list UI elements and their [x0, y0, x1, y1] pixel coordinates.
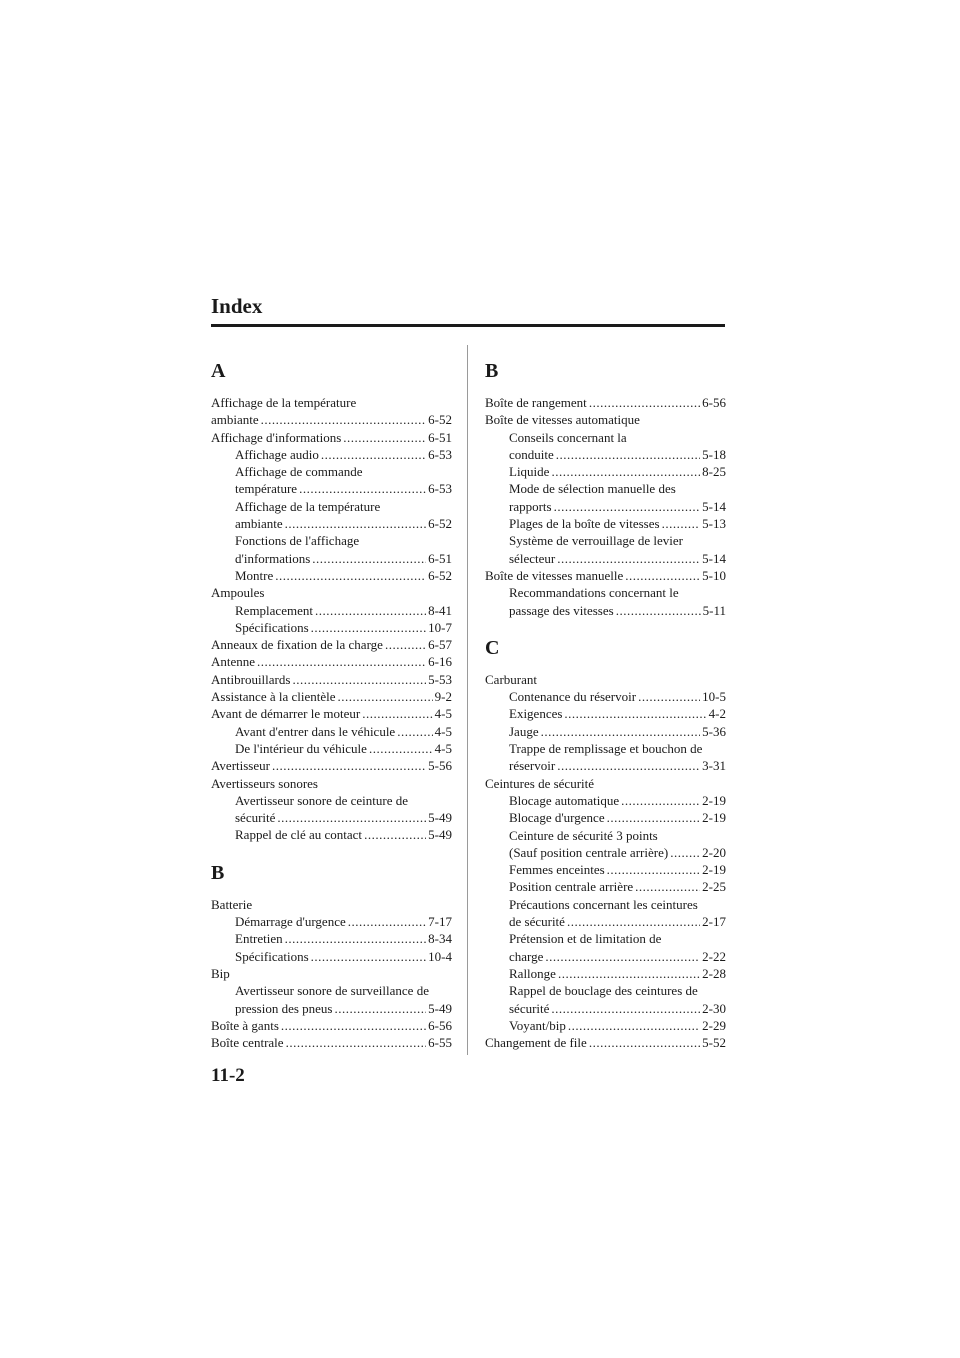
index-heading [211, 792, 452, 809]
entry-text: Boîte de vitesses automatique [485, 412, 640, 428]
index-heading [485, 775, 726, 792]
dot-leader [562, 705, 706, 722]
index-entry [485, 498, 726, 515]
index-entry [211, 1034, 452, 1051]
entry-page: 2-19 [702, 862, 726, 878]
entry-text: conduite [509, 446, 554, 462]
entry-text: Changement de file [485, 1035, 587, 1051]
entry-text: ambiante [235, 516, 283, 532]
entry-text: sécurité [509, 1000, 550, 1016]
entry-text: Plages de la boîte de vitesses [509, 516, 660, 532]
entry-text: Précautions concernant les ceintures [509, 896, 698, 912]
dot-leader [605, 861, 700, 878]
index-entry [211, 480, 452, 497]
entry-page: 2-20 [702, 844, 726, 860]
index-entry [211, 740, 452, 757]
entry-text: Démarrage d'urgence [235, 914, 346, 930]
dot-leader [367, 740, 433, 757]
dot-leader [290, 671, 426, 688]
header-rule [211, 324, 725, 327]
dot-leader [556, 965, 700, 982]
entry-text: Bip [211, 965, 230, 981]
entry-page: 2-30 [702, 1000, 726, 1016]
dot-leader [623, 567, 700, 584]
entry-page: 2-25 [702, 879, 726, 895]
index-heading [211, 775, 452, 792]
dot-leader [259, 411, 427, 428]
dot-leader [395, 723, 432, 740]
dot-leader [283, 930, 427, 947]
index-entry [485, 792, 726, 809]
entry-text: Ampoules [211, 585, 265, 601]
entry-page: 5-18 [702, 446, 726, 462]
entry-text: Antibrouillards [211, 671, 291, 687]
entry-page: 9-2 [434, 689, 452, 705]
index-heading [211, 584, 452, 601]
entry-page: 5-53 [428, 671, 452, 687]
entry-text: Boîte centrale [211, 1035, 284, 1051]
index-entry [211, 1017, 452, 1034]
entry-page: 6-16 [428, 654, 452, 670]
entry-text: de sécurité [509, 914, 565, 930]
entry-page: 4-5 [434, 740, 452, 756]
entry-page: 5-49 [428, 827, 452, 843]
dot-leader [273, 567, 426, 584]
index-entry [211, 671, 452, 688]
index-heading [211, 896, 452, 913]
dot-leader [566, 1017, 700, 1034]
dot-leader [555, 757, 700, 774]
entry-text: Avertisseur sonore de ceinture de [235, 792, 409, 808]
entry-text: d'informations [235, 550, 311, 566]
index-heading [485, 532, 726, 549]
entry-page: 4-5 [434, 706, 452, 722]
index-entry [485, 878, 726, 895]
index-heading [211, 532, 452, 549]
section-letter: A [211, 360, 226, 382]
index-entry [485, 965, 726, 982]
index-column-left [211, 352, 452, 1051]
index-entry [211, 411, 452, 428]
index-entry [211, 913, 452, 930]
entry-text: Boîte de vitesses manuelle [485, 567, 624, 583]
dot-leader [636, 688, 700, 705]
index-heading [485, 827, 726, 844]
entry-text: passage des vitesses [509, 602, 614, 618]
index-heading [211, 394, 452, 411]
entry-text: (Sauf position centrale arrière) [509, 844, 669, 860]
entry-text: Montre [235, 567, 274, 583]
index-entry [485, 567, 726, 584]
section-letter: C [485, 636, 500, 659]
dot-leader [539, 723, 701, 740]
index-heading [485, 480, 726, 497]
column-divider [467, 345, 468, 1055]
dot-leader [552, 498, 701, 515]
dot-leader [319, 446, 426, 463]
entry-text: Affichage de la température [235, 498, 381, 514]
index-heading [211, 463, 452, 480]
dot-leader [668, 844, 700, 861]
index-heading [485, 584, 726, 601]
dot-leader [633, 878, 700, 895]
entry-text: Rallonge [509, 965, 556, 981]
entry-text: Boîte à gants [211, 1017, 279, 1033]
entry-page: 2-17 [702, 914, 726, 930]
entry-page: 2-19 [702, 810, 726, 826]
dot-leader [554, 446, 700, 463]
entry-text: Spécifications [235, 948, 309, 964]
index-heading [485, 740, 726, 757]
dot-leader [336, 688, 433, 705]
entry-page: 5-49 [428, 1000, 452, 1016]
entry-text: Avertisseur sonore de surveillance de [235, 983, 429, 999]
index-entry [211, 515, 452, 532]
dot-leader [614, 602, 701, 619]
entry-text: Boîte de rangement [485, 395, 587, 410]
entry-page: 5-14 [702, 498, 726, 514]
index-entry [211, 826, 452, 843]
index-entry [211, 930, 452, 947]
entry-text: Avant d'entrer dans le véhicule [235, 723, 396, 739]
entry-text: réservoir [509, 758, 556, 774]
entry-text: sécurité [235, 810, 276, 826]
entry-page: 4-2 [708, 706, 726, 722]
entry-page: 2-29 [702, 1017, 726, 1033]
entry-text: Fonctions de l'affichage [235, 533, 360, 549]
entry-text: Voyant/bip [509, 1017, 566, 1033]
entry-page: 6-53 [428, 481, 452, 497]
index-heading [485, 671, 726, 688]
entry-text: Blocage d'urgence [509, 810, 605, 826]
index-entry [485, 723, 726, 740]
index-entry [485, 948, 726, 965]
entry-text: Position centrale arrière [509, 879, 634, 895]
entry-page: 6-52 [428, 412, 452, 428]
entry-page: 8-41 [428, 602, 452, 618]
entry-page: 5-49 [428, 810, 452, 826]
dot-leader [605, 809, 701, 826]
dot-leader [565, 913, 700, 930]
entry-page: 3-31 [702, 758, 726, 774]
entry-page: 5-56 [428, 758, 452, 774]
entry-text: Ceintures de sécurité [485, 775, 595, 791]
entry-text: Batterie [211, 896, 253, 912]
entry-page: 4-5 [434, 723, 452, 739]
index-entry [211, 688, 452, 705]
entry-text: Exigences [509, 706, 563, 722]
dot-leader [360, 705, 432, 722]
entry-page: 5-52 [702, 1035, 726, 1051]
index-entry [211, 757, 452, 774]
entry-text: Avertisseurs sonores [211, 775, 318, 791]
entry-text: Ceinture de sécurité 3 points [509, 827, 658, 843]
index-heading [485, 930, 726, 947]
entry-text: Assistance à la clientèle [211, 689, 336, 705]
index-entry [485, 1017, 726, 1034]
dot-leader [341, 429, 426, 446]
index-entry [211, 705, 452, 722]
dot-leader [270, 757, 426, 774]
dot-leader [313, 602, 426, 619]
entry-page: 2-28 [702, 965, 726, 981]
entry-text: Blocage automatique [509, 792, 620, 808]
index-entry [211, 619, 452, 636]
entry-text: Affichage audio [235, 446, 319, 462]
index-heading [485, 411, 726, 428]
index-entry [211, 550, 452, 567]
dot-leader [310, 550, 426, 567]
index-entry [211, 429, 452, 446]
entry-page: 6-52 [428, 567, 452, 583]
dot-leader [549, 463, 700, 480]
dot-leader [275, 809, 426, 826]
entry-text: Recommandations concernant le [509, 585, 679, 601]
entry-page: 6-52 [428, 516, 452, 532]
entry-page: 5-13 [702, 516, 726, 532]
entry-text: Avant de démarrer le moteur [211, 706, 361, 722]
index-entry [485, 1034, 726, 1051]
index-entry [211, 446, 452, 463]
entry-text: Entretien [235, 931, 283, 947]
entry-text: Système de verrouillage de levier [509, 533, 683, 549]
index-entry [485, 394, 726, 411]
dot-leader [346, 913, 426, 930]
entry-page: 6-57 [428, 637, 452, 653]
index-heading [211, 965, 452, 982]
dot-leader [555, 550, 700, 567]
index-entry [211, 809, 452, 826]
entry-text: Affichage de la température [211, 395, 357, 410]
index-entry [485, 705, 726, 722]
entry-text: charge [509, 948, 544, 964]
index-entry [485, 446, 726, 463]
dot-leader [549, 1000, 700, 1017]
entry-text: Anneaux de fixation de la charge [211, 637, 383, 653]
index-entry [211, 948, 452, 965]
entry-page: 6-53 [428, 446, 452, 462]
entry-page: 2-19 [702, 792, 726, 808]
entry-text: rapports [509, 498, 552, 514]
index-entry [211, 653, 452, 670]
page-title: Index [211, 294, 263, 318]
index-entry [485, 809, 726, 826]
dot-leader [619, 792, 700, 809]
dot-leader [255, 653, 426, 670]
entry-text: sélecteur [509, 550, 556, 566]
entry-text: Jauge [509, 723, 539, 739]
entry-page: 2-22 [702, 948, 726, 964]
dot-leader [362, 826, 426, 843]
dot-leader [309, 619, 427, 636]
entry-text: Avertisseur [211, 758, 270, 774]
dot-leader [543, 948, 700, 965]
dot-leader [660, 515, 701, 532]
index-heading [485, 429, 726, 446]
entry-text: Remplacement [235, 602, 313, 618]
page-number: 11-2 [211, 1065, 245, 1086]
entry-page: 6-56 [428, 1017, 452, 1033]
entry-page: 6-51 [428, 550, 452, 566]
entry-page: 5-14 [702, 550, 726, 566]
entry-text: Carburant [485, 671, 537, 687]
entry-text: Prétension et de limitation de [509, 931, 662, 947]
entry-text: Rappel de bouclage des ceintures de [509, 983, 698, 999]
index-entry [211, 567, 452, 584]
entry-text: Affichage d'informations [211, 429, 342, 445]
index-entry [485, 757, 726, 774]
entry-text: De l'intérieur du véhicule [235, 740, 367, 756]
index-column-right [485, 352, 726, 1051]
entry-text: Femmes enceintes [509, 862, 605, 878]
entry-page: 5-36 [702, 723, 726, 739]
dot-leader [309, 948, 427, 965]
index-entry [485, 550, 726, 567]
entry-page: 6-51 [428, 429, 452, 445]
index-entry [211, 1000, 452, 1017]
dot-leader [383, 636, 426, 653]
index-entry [485, 844, 726, 861]
dot-leader [587, 394, 700, 411]
section-letter: B [485, 360, 499, 382]
section-letter: B [211, 861, 225, 884]
index-entry [485, 913, 726, 930]
entry-text: température [235, 481, 298, 497]
entry-text: pression des pneus [235, 1000, 333, 1016]
index-entry [485, 463, 726, 480]
entry-text: Rappel de clé au contact [235, 827, 363, 843]
dot-leader [283, 515, 427, 532]
index-entry [485, 602, 726, 619]
entry-page: 6-55 [428, 1035, 452, 1051]
dot-leader [297, 480, 426, 497]
dot-leader [587, 1034, 700, 1051]
index-entry [211, 723, 452, 740]
entry-page: 10-7 [428, 619, 452, 635]
entry-text: ambiante [211, 412, 259, 428]
entry-text: Affichage de commande [235, 464, 363, 480]
entry-page: 10-5 [702, 689, 726, 705]
entry-page: 10-4 [428, 948, 452, 964]
entry-text: Liquide [509, 464, 550, 480]
entry-page: 8-34 [428, 931, 452, 947]
entry-text: Antenne [211, 654, 256, 670]
dot-leader [284, 1034, 427, 1051]
index-entry [485, 1000, 726, 1017]
index-entry [485, 688, 726, 705]
entry-text: Spécifications [235, 619, 309, 635]
dot-leader [279, 1017, 426, 1034]
index-heading [485, 896, 726, 913]
entry-page: 6-56 [702, 395, 726, 410]
entry-page: 5-11 [702, 602, 726, 618]
index-entry [485, 515, 726, 532]
index-heading [211, 498, 452, 515]
entry-page: 7-17 [428, 914, 452, 930]
dot-leader [333, 1000, 427, 1017]
entry-text: Conseils concernant la [509, 429, 627, 445]
index-entry [211, 602, 452, 619]
index-heading [485, 982, 726, 999]
entry-page: 8-25 [702, 464, 726, 480]
index-entry [211, 636, 452, 653]
index-heading [211, 982, 452, 999]
entry-text: Trappe de remplissage et bouchon de [509, 741, 703, 757]
entry-text: Contenance du réservoir [509, 689, 637, 705]
entry-text: Mode de sélection manuelle des [509, 481, 676, 497]
entry-page: 5-10 [702, 567, 726, 583]
index-entry [485, 861, 726, 878]
